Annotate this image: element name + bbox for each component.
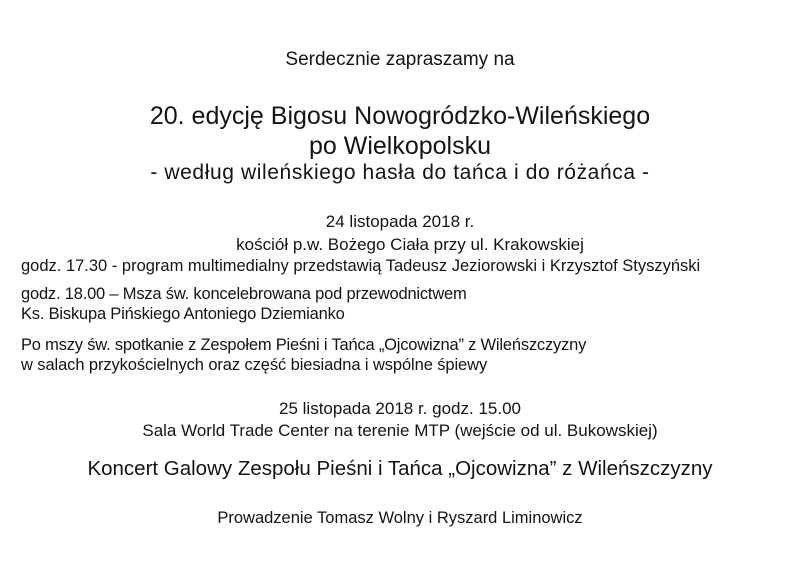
day1-mass-line1: godz. 18.00 – Msza św. koncelebrowana pod przewodnictwem — [21, 285, 467, 303]
day1-church: kościół p.w. Bożego Ciała przy ul. Krakowskiej — [236, 235, 584, 254]
day1-mass-line2: Ks. Biskupa Pińskiego Antoniego Dziemianko — [21, 305, 345, 323]
day1-meeting-line1: Po mszy św. spotkanie z Zespołem Pieśni i Tańca „Ojcowizna” z Wileńszczyzny — [21, 336, 587, 354]
edition-title: 20. edycję Bigosu Nowogródzko-Wileńskiego — [149, 102, 651, 130]
day1-program-1730: godz. 17.30 - program multimedialny przedstawią Tadeusz Jeziorowski i Krzysztof Styszyński — [21, 257, 701, 275]
hosts-text: Prowadzenie Tomasz Wolny i Ryszard Liminowicz — [217, 509, 583, 527]
day1-meeting-line2: w salach przykościelnych oraz część biesiadna i wspólne śpiewy — [21, 356, 488, 374]
invitation-text: Serdecznie zapraszamy na — [285, 49, 515, 70]
concert-title: Koncert Galowy Zespołu Pieśni i Tańca „Ojcowizna” z Wileńszczyzny — [87, 457, 713, 480]
motto-text: - według wileńskiego hasła do tańca i do różańca - — [150, 161, 650, 184]
day1-date: 24 listopada 2018 r. — [325, 212, 475, 231]
day2-date-time: 25 listopada 2018 r. godz. 15.00 — [279, 399, 521, 418]
edition-subtitle: po Wielkopolsku — [308, 132, 492, 160]
day2-venue: Sala World Trade Center na terenie MTP (wejście od ul. Bukowskiej) — [142, 421, 658, 440]
